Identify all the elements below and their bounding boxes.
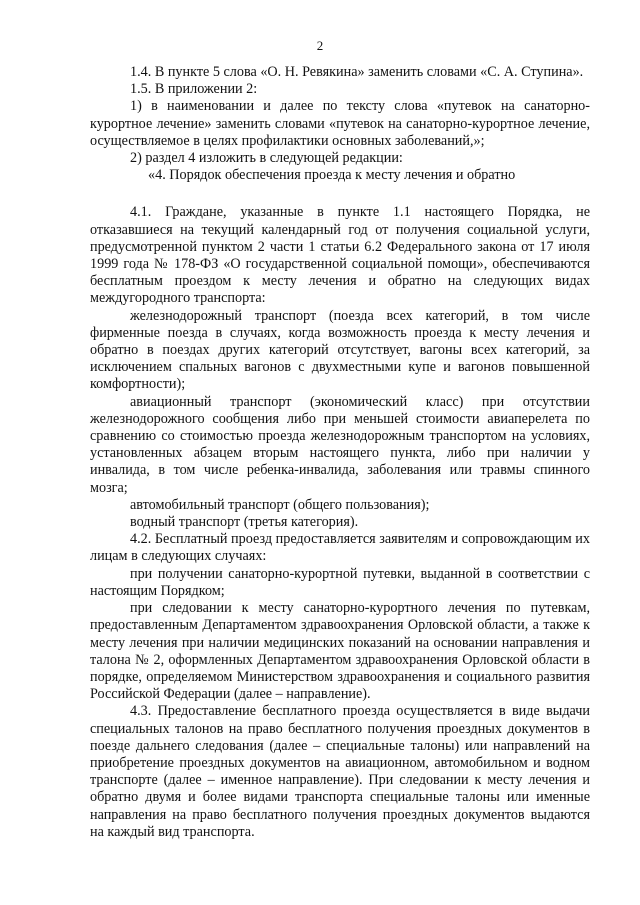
paragraph-4-3: 4.3. Предоставление бесплатного проезда осуществляется в виде выдачи специальных талонов на право бесплатного получения проездных документов в поезде дальнего следования (далее – специальные талоны) или направлений на приобретение проездных документов на авиационном, автомобильном и водном транспорте (далее – именное направление). При следовании к месту лечения и обратно двумя и более видами транспорта специальные талоны или именные направления на право бесплатного получения проездных документов выдаются на каждый вид транспорта. (90, 703, 590, 840)
paragraph-4-2: 4.2. Бесплатный проезд предоставляется заявителям и сопровождающим их лицам в следующих случаях: (90, 531, 590, 565)
paragraph-railway: железнодорожный транспорт (поезда всех категорий, в том числе фирменные поезда в случаях, когда возможность проезда к месту лечения и обратно в поездах других категорий отсутствует, вагоны всех категорий, за исключением спальных вагонов с двухместными купе и вагонов повышенной комфортности); (90, 307, 590, 393)
document-body (90, 64, 590, 841)
paragraph-water: водный транспорт (третья категория). (130, 514, 359, 531)
section-heading: «4. Порядок обеспечения проезда к месту лечения и обратно (148, 167, 516, 184)
paragraph-1-5: 1.5. В приложении 2: (130, 81, 258, 98)
paragraph-item-2: 2) раздел 4 изложить в следующей редакции: (130, 150, 403, 167)
paragraph-item-1: 1) в наименовании и далее по тексту слова «путевок на санаторно-курортное лечение» заменить словами «путевок на санаторно-курортное лечение, осуществляемое в целях профилактики основных заболеваний,»; (90, 98, 590, 149)
paragraph-following: при следовании к месту санаторно-курортного лечения по путевкам, предоставленным Департаментом здравоохранения Орловской области, а также к месту лечения при наличии медицинских показаний на основании направления и талона № 2, оформленных Департаментом здравоохранения Орловской области в порядке, определяемом Министерством здравоохранения и социального развития Российской Федерации (далее – направление). (90, 600, 590, 703)
paragraph-aviation: авиационный транспорт (экономический класс) при отсутствии железнодорожного сообщения либо при меньшей стоимости авиаперелета по сравнению со стоимостью проезда железнодорожным транспортом на условиях, установленных абзацем вторым настоящего пункта, либо при наличии у инвалида, в том числе ребенка-инвалида, заболевания или травмы спинного мозга; (90, 393, 590, 496)
paragraph-auto: автомобильный транспорт (общего пользования); (130, 496, 430, 513)
page-number: 2 (316, 38, 324, 53)
paragraph-1-4: 1.4. В пункте 5 слова «О. Н. Ревякина» заменить словами «С. А. Ступина». (130, 64, 584, 80)
paragraph-4-1: 4.1. Граждане, указанные в пункте 1.1 настоящего Порядка, не отказавшиеся на текущий календарный год от получения социальной услуги, предусмотренной пунктом 2 части 1 статьи 6.2 Федерального закона от 17 июля 1999 года № 178-ФЗ «О государственной социальной помощи», обеспечиваются бесплатным проездом к месту лечения и обратно на следующих видах междугородного транспорта: (90, 204, 590, 307)
paragraph-voucher: при получении санаторно-курортной путевки, выданной в соответствии с настоящим Порядком; (90, 565, 590, 599)
